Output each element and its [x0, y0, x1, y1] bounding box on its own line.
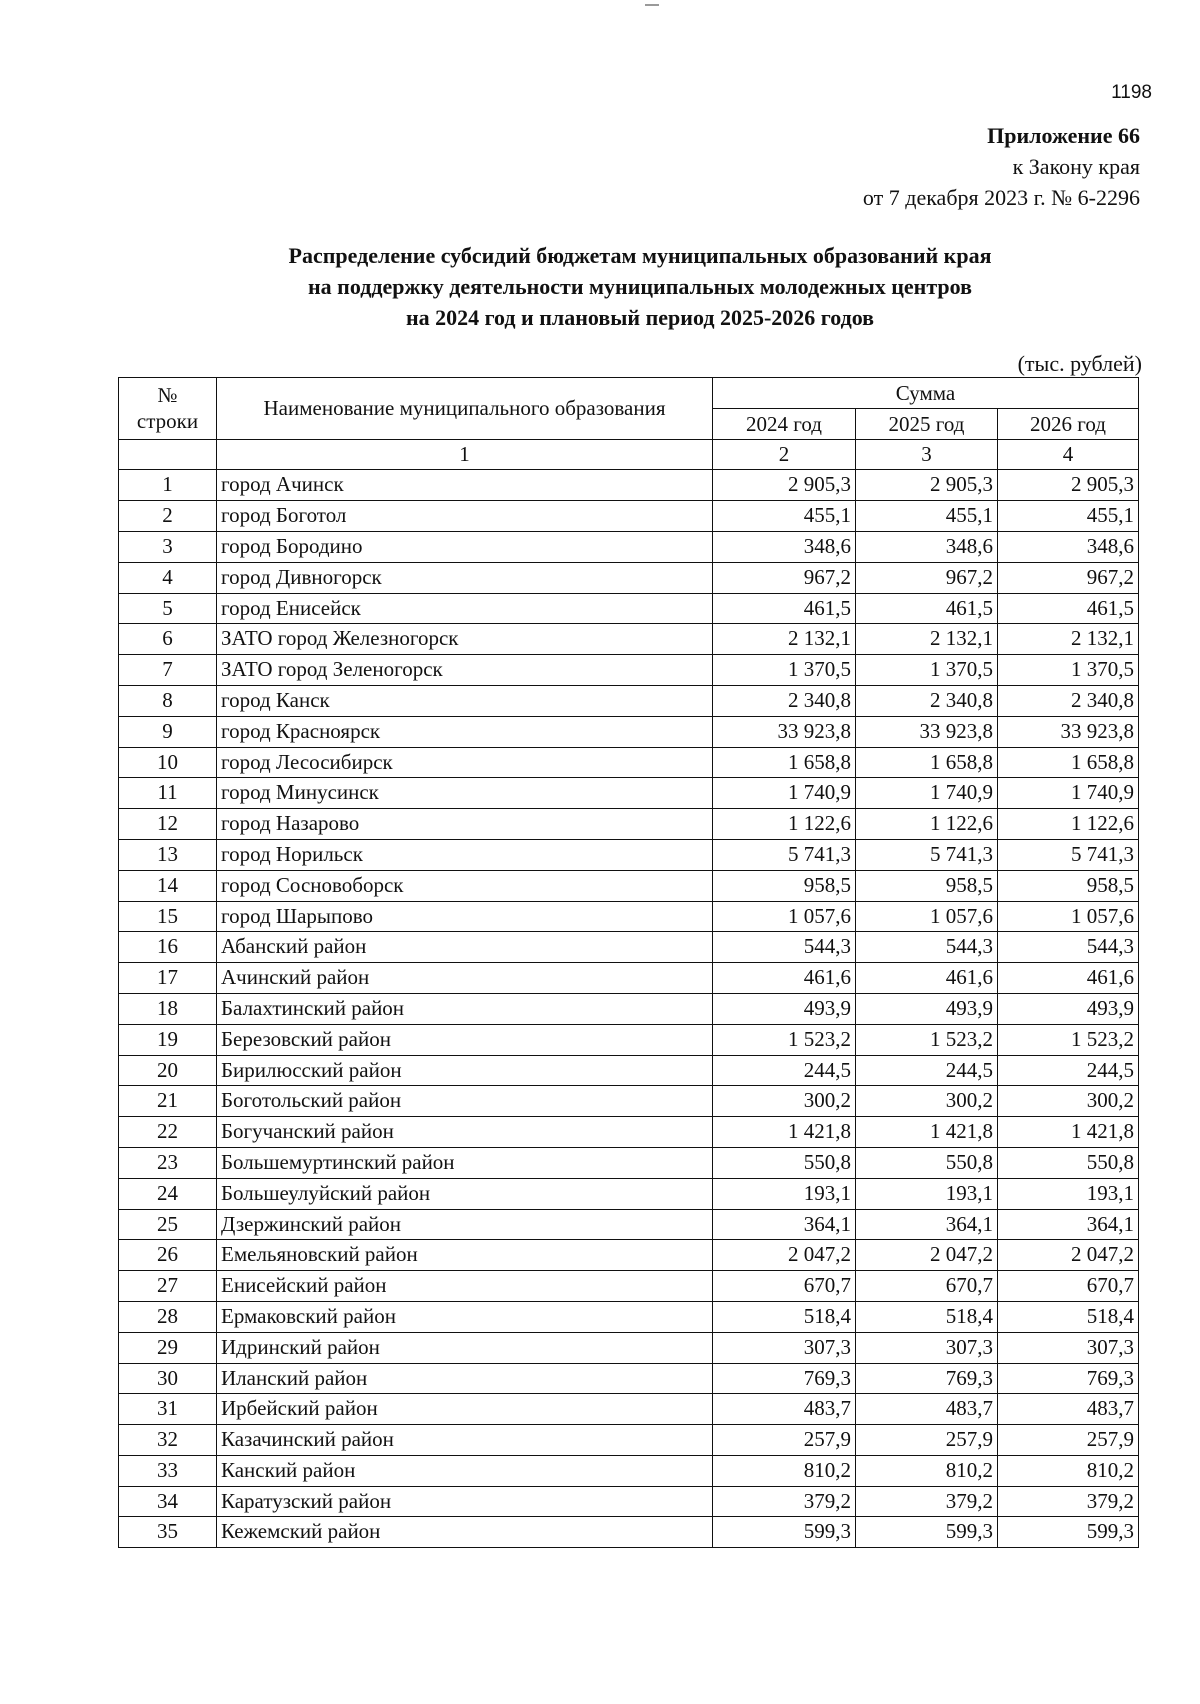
amount-2026-cell: 2 340,8 — [998, 685, 1139, 716]
table-row — [119, 562, 1139, 593]
amount-2026-cell: 193,1 — [998, 1178, 1139, 1209]
amount-2024-cell: 2 132,1 — [713, 624, 856, 655]
amount-2024-cell: 379,2 — [713, 1486, 856, 1517]
amount-2025-cell: 257,9 — [856, 1425, 998, 1456]
amount-2025-cell: 670,7 — [856, 1271, 998, 1302]
table-row — [119, 1332, 1139, 1363]
amount-2026-cell: 967,2 — [998, 562, 1139, 593]
municipality-name-cell: город Минусинск — [217, 778, 713, 809]
amount-2024-cell: 461,5 — [713, 593, 856, 624]
table-body — [119, 470, 1139, 1548]
amount-2024-cell: 364,1 — [713, 1209, 856, 1240]
table-row — [119, 1147, 1139, 1178]
amount-2025-cell: 5 741,3 — [856, 839, 998, 870]
amount-2024-cell: 2 340,8 — [713, 685, 856, 716]
amount-2025-cell: 550,8 — [856, 1147, 998, 1178]
row-number-cell: 32 — [119, 1425, 217, 1456]
municipality-name-cell: город Лесосибирск — [217, 747, 713, 778]
column-number-blank — [119, 439, 217, 470]
amount-2026-cell: 257,9 — [998, 1425, 1139, 1456]
table-row — [119, 1209, 1139, 1240]
header-year-2024: 2024 год — [713, 408, 856, 439]
amount-2024-cell: 5 741,3 — [713, 839, 856, 870]
title-line-2: на поддержку деятельности муниципальных молодежных центров — [307, 274, 973, 299]
amount-2026-cell: 1 370,5 — [998, 655, 1139, 686]
municipality-name-cell: Дзержинский район — [217, 1209, 713, 1240]
municipality-name-cell: город Норильск — [217, 839, 713, 870]
amount-2025-cell: 544,3 — [856, 932, 998, 963]
column-number: 1 — [217, 439, 713, 470]
row-number-cell: 35 — [119, 1517, 217, 1548]
table-row — [119, 1455, 1139, 1486]
amount-2025-cell: 364,1 — [856, 1209, 998, 1240]
row-number-cell: 8 — [119, 685, 217, 716]
table-row — [119, 963, 1139, 994]
amount-2026-cell: 2 905,3 — [998, 470, 1139, 501]
amount-2026-cell: 544,3 — [998, 932, 1139, 963]
amount-2026-cell: 493,9 — [998, 993, 1139, 1024]
table-row — [119, 778, 1139, 809]
row-number-cell: 30 — [119, 1363, 217, 1394]
amount-2025-cell: 300,2 — [856, 1086, 998, 1117]
table-row — [119, 1517, 1139, 1548]
amount-2024-cell: 958,5 — [713, 870, 856, 901]
row-number-cell: 16 — [119, 932, 217, 963]
amount-2024-cell: 300,2 — [713, 1086, 856, 1117]
amount-2026-cell: 455,1 — [998, 501, 1139, 532]
amount-2026-cell: 550,8 — [998, 1147, 1139, 1178]
header-row-label: строки — [136, 409, 199, 434]
municipality-name-cell: город Бородино — [217, 531, 713, 562]
amount-2024-cell: 307,3 — [713, 1332, 856, 1363]
municipality-name-cell: Иланский район — [217, 1363, 713, 1394]
title-line-3: на 2024 год и плановый период 2025-2026 годов — [405, 305, 875, 330]
page-number: 1198 — [1111, 82, 1152, 103]
table-row — [119, 809, 1139, 840]
table-row — [119, 1363, 1139, 1394]
row-number-cell: 20 — [119, 1055, 217, 1086]
amount-2024-cell: 493,9 — [713, 993, 856, 1024]
row-number-cell: 31 — [119, 1394, 217, 1425]
municipality-name-cell: Каратузский район — [217, 1486, 713, 1517]
amount-2024-cell: 193,1 — [713, 1178, 856, 1209]
table-row — [119, 1024, 1139, 1055]
header-number-sign: № — [157, 383, 178, 408]
amount-2025-cell: 461,6 — [856, 963, 998, 994]
municipality-name-cell: Ирбейский район — [217, 1394, 713, 1425]
amount-2026-cell: 1 057,6 — [998, 901, 1139, 932]
amount-2025-cell: 2 905,3 — [856, 470, 998, 501]
column-number-row — [119, 439, 1139, 470]
municipality-name-cell: город Боготол — [217, 501, 713, 532]
column-number: 4 — [998, 439, 1139, 470]
municipality-name-cell: ЗАТО город Зеленогорск — [217, 655, 713, 686]
amount-2025-cell: 483,7 — [856, 1394, 998, 1425]
amount-2024-cell: 2 905,3 — [713, 470, 856, 501]
amount-2025-cell: 1 658,8 — [856, 747, 998, 778]
row-number-cell: 25 — [119, 1209, 217, 1240]
row-number-cell: 7 — [119, 655, 217, 686]
row-number-cell: 26 — [119, 1240, 217, 1271]
amount-2025-cell: 1 421,8 — [856, 1117, 998, 1148]
municipality-name-cell: Ачинский район — [217, 963, 713, 994]
amount-2026-cell: 1 421,8 — [998, 1117, 1139, 1148]
row-number-cell: 14 — [119, 870, 217, 901]
amount-2024-cell: 1 740,9 — [713, 778, 856, 809]
table-row — [119, 747, 1139, 778]
municipality-name-cell: Березовский район — [217, 1024, 713, 1055]
header-year-2026: 2026 год — [998, 408, 1139, 439]
table-row — [119, 655, 1139, 686]
amount-2024-cell: 455,1 — [713, 501, 856, 532]
table-row — [119, 1055, 1139, 1086]
amount-2024-cell: 244,5 — [713, 1055, 856, 1086]
scan-mark — [645, 4, 659, 6]
table-row — [119, 1425, 1139, 1456]
municipality-name-cell: Ермаковский район — [217, 1301, 713, 1332]
amount-2025-cell: 193,1 — [856, 1178, 998, 1209]
header-municipality-name: Наименование муниципального образования — [217, 378, 713, 440]
column-number: 2 — [713, 439, 856, 470]
municipality-name-cell: город Енисейск — [217, 593, 713, 624]
amount-2026-cell: 300,2 — [998, 1086, 1139, 1117]
amount-2026-cell: 810,2 — [998, 1455, 1139, 1486]
amount-2026-cell: 348,6 — [998, 531, 1139, 562]
municipality-name-cell: Казачинский район — [217, 1425, 713, 1456]
amount-2024-cell: 2 047,2 — [713, 1240, 856, 1271]
amount-2025-cell: 348,6 — [856, 531, 998, 562]
amount-2026-cell: 1 658,8 — [998, 747, 1139, 778]
amount-2025-cell: 379,2 — [856, 1486, 998, 1517]
amount-2026-cell: 461,6 — [998, 963, 1139, 994]
table-row — [119, 1301, 1139, 1332]
municipality-name-cell: город Сосновоборск — [217, 870, 713, 901]
appendix-block — [863, 120, 1140, 213]
municipality-name-cell: Енисейский район — [217, 1271, 713, 1302]
table-header — [119, 378, 1139, 470]
table-row — [119, 531, 1139, 562]
row-number-cell: 9 — [119, 716, 217, 747]
amount-2024-cell: 518,4 — [713, 1301, 856, 1332]
amount-2024-cell: 967,2 — [713, 562, 856, 593]
row-number-cell: 34 — [119, 1486, 217, 1517]
municipality-name-cell: ЗАТО город Железногорск — [217, 624, 713, 655]
amount-2026-cell: 5 741,3 — [998, 839, 1139, 870]
row-number-cell: 5 — [119, 593, 217, 624]
amount-2025-cell: 2 047,2 — [856, 1240, 998, 1271]
amount-2026-cell: 307,3 — [998, 1332, 1139, 1363]
amount-2026-cell: 364,1 — [998, 1209, 1139, 1240]
municipality-name-cell: Балахтинский район — [217, 993, 713, 1024]
amount-2024-cell: 461,6 — [713, 963, 856, 994]
row-number-cell: 13 — [119, 839, 217, 870]
appendix-law-reference: к Закону края — [1012, 154, 1140, 179]
table-row — [119, 839, 1139, 870]
header-row-1 — [119, 378, 1139, 409]
header-year-2025: 2025 год — [856, 408, 998, 439]
row-number-cell: 15 — [119, 901, 217, 932]
header-row-number — [119, 378, 217, 440]
amount-2026-cell: 518,4 — [998, 1301, 1139, 1332]
table-row — [119, 685, 1139, 716]
table-row — [119, 1086, 1139, 1117]
municipality-name-cell: Бирилюсский район — [217, 1055, 713, 1086]
amount-2026-cell: 461,5 — [998, 593, 1139, 624]
municipality-name-cell: Канский район — [217, 1455, 713, 1486]
amount-2026-cell: 599,3 — [998, 1517, 1139, 1548]
table-row — [119, 501, 1139, 532]
table-row — [119, 1394, 1139, 1425]
table-row — [119, 470, 1139, 501]
amount-2024-cell: 1 370,5 — [713, 655, 856, 686]
municipality-name-cell: город Ачинск — [217, 470, 713, 501]
amount-2025-cell: 1 523,2 — [856, 1024, 998, 1055]
amount-2026-cell: 379,2 — [998, 1486, 1139, 1517]
municipality-name-cell: Богучанский район — [217, 1117, 713, 1148]
municipality-name-cell: Большеулуйский район — [217, 1178, 713, 1209]
row-number-cell: 1 — [119, 470, 217, 501]
municipality-name-cell: город Назарово — [217, 809, 713, 840]
amount-2026-cell: 1 523,2 — [998, 1024, 1139, 1055]
amount-2024-cell: 810,2 — [713, 1455, 856, 1486]
appendix-law-date: от 7 декабря 2023 г. № 6-2296 — [862, 185, 1140, 210]
amount-2025-cell: 599,3 — [856, 1517, 998, 1548]
table-row — [119, 1486, 1139, 1517]
amount-2026-cell: 670,7 — [998, 1271, 1139, 1302]
amount-2025-cell: 33 923,8 — [856, 716, 998, 747]
amount-2025-cell: 2 340,8 — [856, 685, 998, 716]
table-row — [119, 901, 1139, 932]
row-number-cell: 28 — [119, 1301, 217, 1332]
table-row — [119, 993, 1139, 1024]
amount-2026-cell: 33 923,8 — [998, 716, 1139, 747]
row-number-cell: 24 — [119, 1178, 217, 1209]
amount-2025-cell: 1 057,6 — [856, 901, 998, 932]
row-number-cell: 33 — [119, 1455, 217, 1486]
table-row — [119, 1178, 1139, 1209]
row-number-cell: 18 — [119, 993, 217, 1024]
header-sum: Сумма — [713, 378, 1139, 409]
amount-2024-cell: 33 923,8 — [713, 716, 856, 747]
amount-2025-cell: 244,5 — [856, 1055, 998, 1086]
amount-2026-cell: 2 132,1 — [998, 624, 1139, 655]
row-number-cell: 3 — [119, 531, 217, 562]
municipality-name-cell: Кежемский район — [217, 1517, 713, 1548]
table-row — [119, 1271, 1139, 1302]
row-number-cell: 23 — [119, 1147, 217, 1178]
amount-2024-cell: 1 057,6 — [713, 901, 856, 932]
row-number-cell: 29 — [119, 1332, 217, 1363]
amount-2024-cell: 1 658,8 — [713, 747, 856, 778]
row-number-cell: 21 — [119, 1086, 217, 1117]
amount-2024-cell: 483,7 — [713, 1394, 856, 1425]
municipality-name-cell: Большемуртинский район — [217, 1147, 713, 1178]
row-number-cell: 2 — [119, 501, 217, 532]
units-label: (тыс. рублей) — [1017, 351, 1142, 376]
amount-2025-cell: 1 740,9 — [856, 778, 998, 809]
amount-2025-cell: 518,4 — [856, 1301, 998, 1332]
municipality-name-cell: город Канск — [217, 685, 713, 716]
amount-2025-cell: 461,5 — [856, 593, 998, 624]
amount-2024-cell: 670,7 — [713, 1271, 856, 1302]
title-line-1: Распределение субсидий бюджетам муниципальных образований края — [288, 243, 992, 268]
amount-2024-cell: 257,9 — [713, 1425, 856, 1456]
amount-2026-cell: 769,3 — [998, 1363, 1139, 1394]
row-number-cell: 10 — [119, 747, 217, 778]
amount-2026-cell: 958,5 — [998, 870, 1139, 901]
municipality-name-cell: город Шарыпово — [217, 901, 713, 932]
table-row — [119, 624, 1139, 655]
amount-2026-cell: 1 740,9 — [998, 778, 1139, 809]
amount-2024-cell: 550,8 — [713, 1147, 856, 1178]
amount-2025-cell: 1 370,5 — [856, 655, 998, 686]
row-number-cell: 4 — [119, 562, 217, 593]
amount-2025-cell: 307,3 — [856, 1332, 998, 1363]
amount-2025-cell: 493,9 — [856, 993, 998, 1024]
column-number: 3 — [856, 439, 998, 470]
row-number-cell: 22 — [119, 1117, 217, 1148]
amount-2025-cell: 769,3 — [856, 1363, 998, 1394]
amount-2025-cell: 2 132,1 — [856, 624, 998, 655]
amount-2024-cell: 769,3 — [713, 1363, 856, 1394]
municipality-name-cell: Боготольский район — [217, 1086, 713, 1117]
amount-2025-cell: 1 122,6 — [856, 809, 998, 840]
amount-2025-cell: 455,1 — [856, 501, 998, 532]
row-number-cell: 12 — [119, 809, 217, 840]
amount-2026-cell: 483,7 — [998, 1394, 1139, 1425]
municipality-name-cell: Абанский район — [217, 932, 713, 963]
amount-2026-cell: 1 122,6 — [998, 809, 1139, 840]
amount-2024-cell: 544,3 — [713, 932, 856, 963]
appendix-title: Приложение 66 — [987, 123, 1140, 148]
amount-2024-cell: 1 421,8 — [713, 1117, 856, 1148]
row-number-cell: 17 — [119, 963, 217, 994]
row-number-cell: 6 — [119, 624, 217, 655]
amount-2025-cell: 967,2 — [856, 562, 998, 593]
amount-2026-cell: 2 047,2 — [998, 1240, 1139, 1271]
table-row — [119, 870, 1139, 901]
municipality-name-cell: Емельяновский район — [217, 1240, 713, 1271]
table-row — [119, 932, 1139, 963]
municipality-name-cell: город Красноярск — [217, 716, 713, 747]
document-title — [90, 240, 1190, 333]
amount-2026-cell: 244,5 — [998, 1055, 1139, 1086]
amount-2024-cell: 1 122,6 — [713, 809, 856, 840]
subsidy-table — [118, 377, 1139, 1548]
row-number-cell: 27 — [119, 1271, 217, 1302]
row-number-cell: 19 — [119, 1024, 217, 1055]
municipality-name-cell: Идринский район — [217, 1332, 713, 1363]
table-row — [119, 1117, 1139, 1148]
amount-2024-cell: 599,3 — [713, 1517, 856, 1548]
table-row — [119, 716, 1139, 747]
row-number-cell: 11 — [119, 778, 217, 809]
table-row — [119, 1240, 1139, 1271]
amount-2024-cell: 1 523,2 — [713, 1024, 856, 1055]
table-row — [119, 593, 1139, 624]
municipality-name-cell: город Дивногорск — [217, 562, 713, 593]
amount-2025-cell: 810,2 — [856, 1455, 998, 1486]
amount-2025-cell: 958,5 — [856, 870, 998, 901]
amount-2024-cell: 348,6 — [713, 531, 856, 562]
